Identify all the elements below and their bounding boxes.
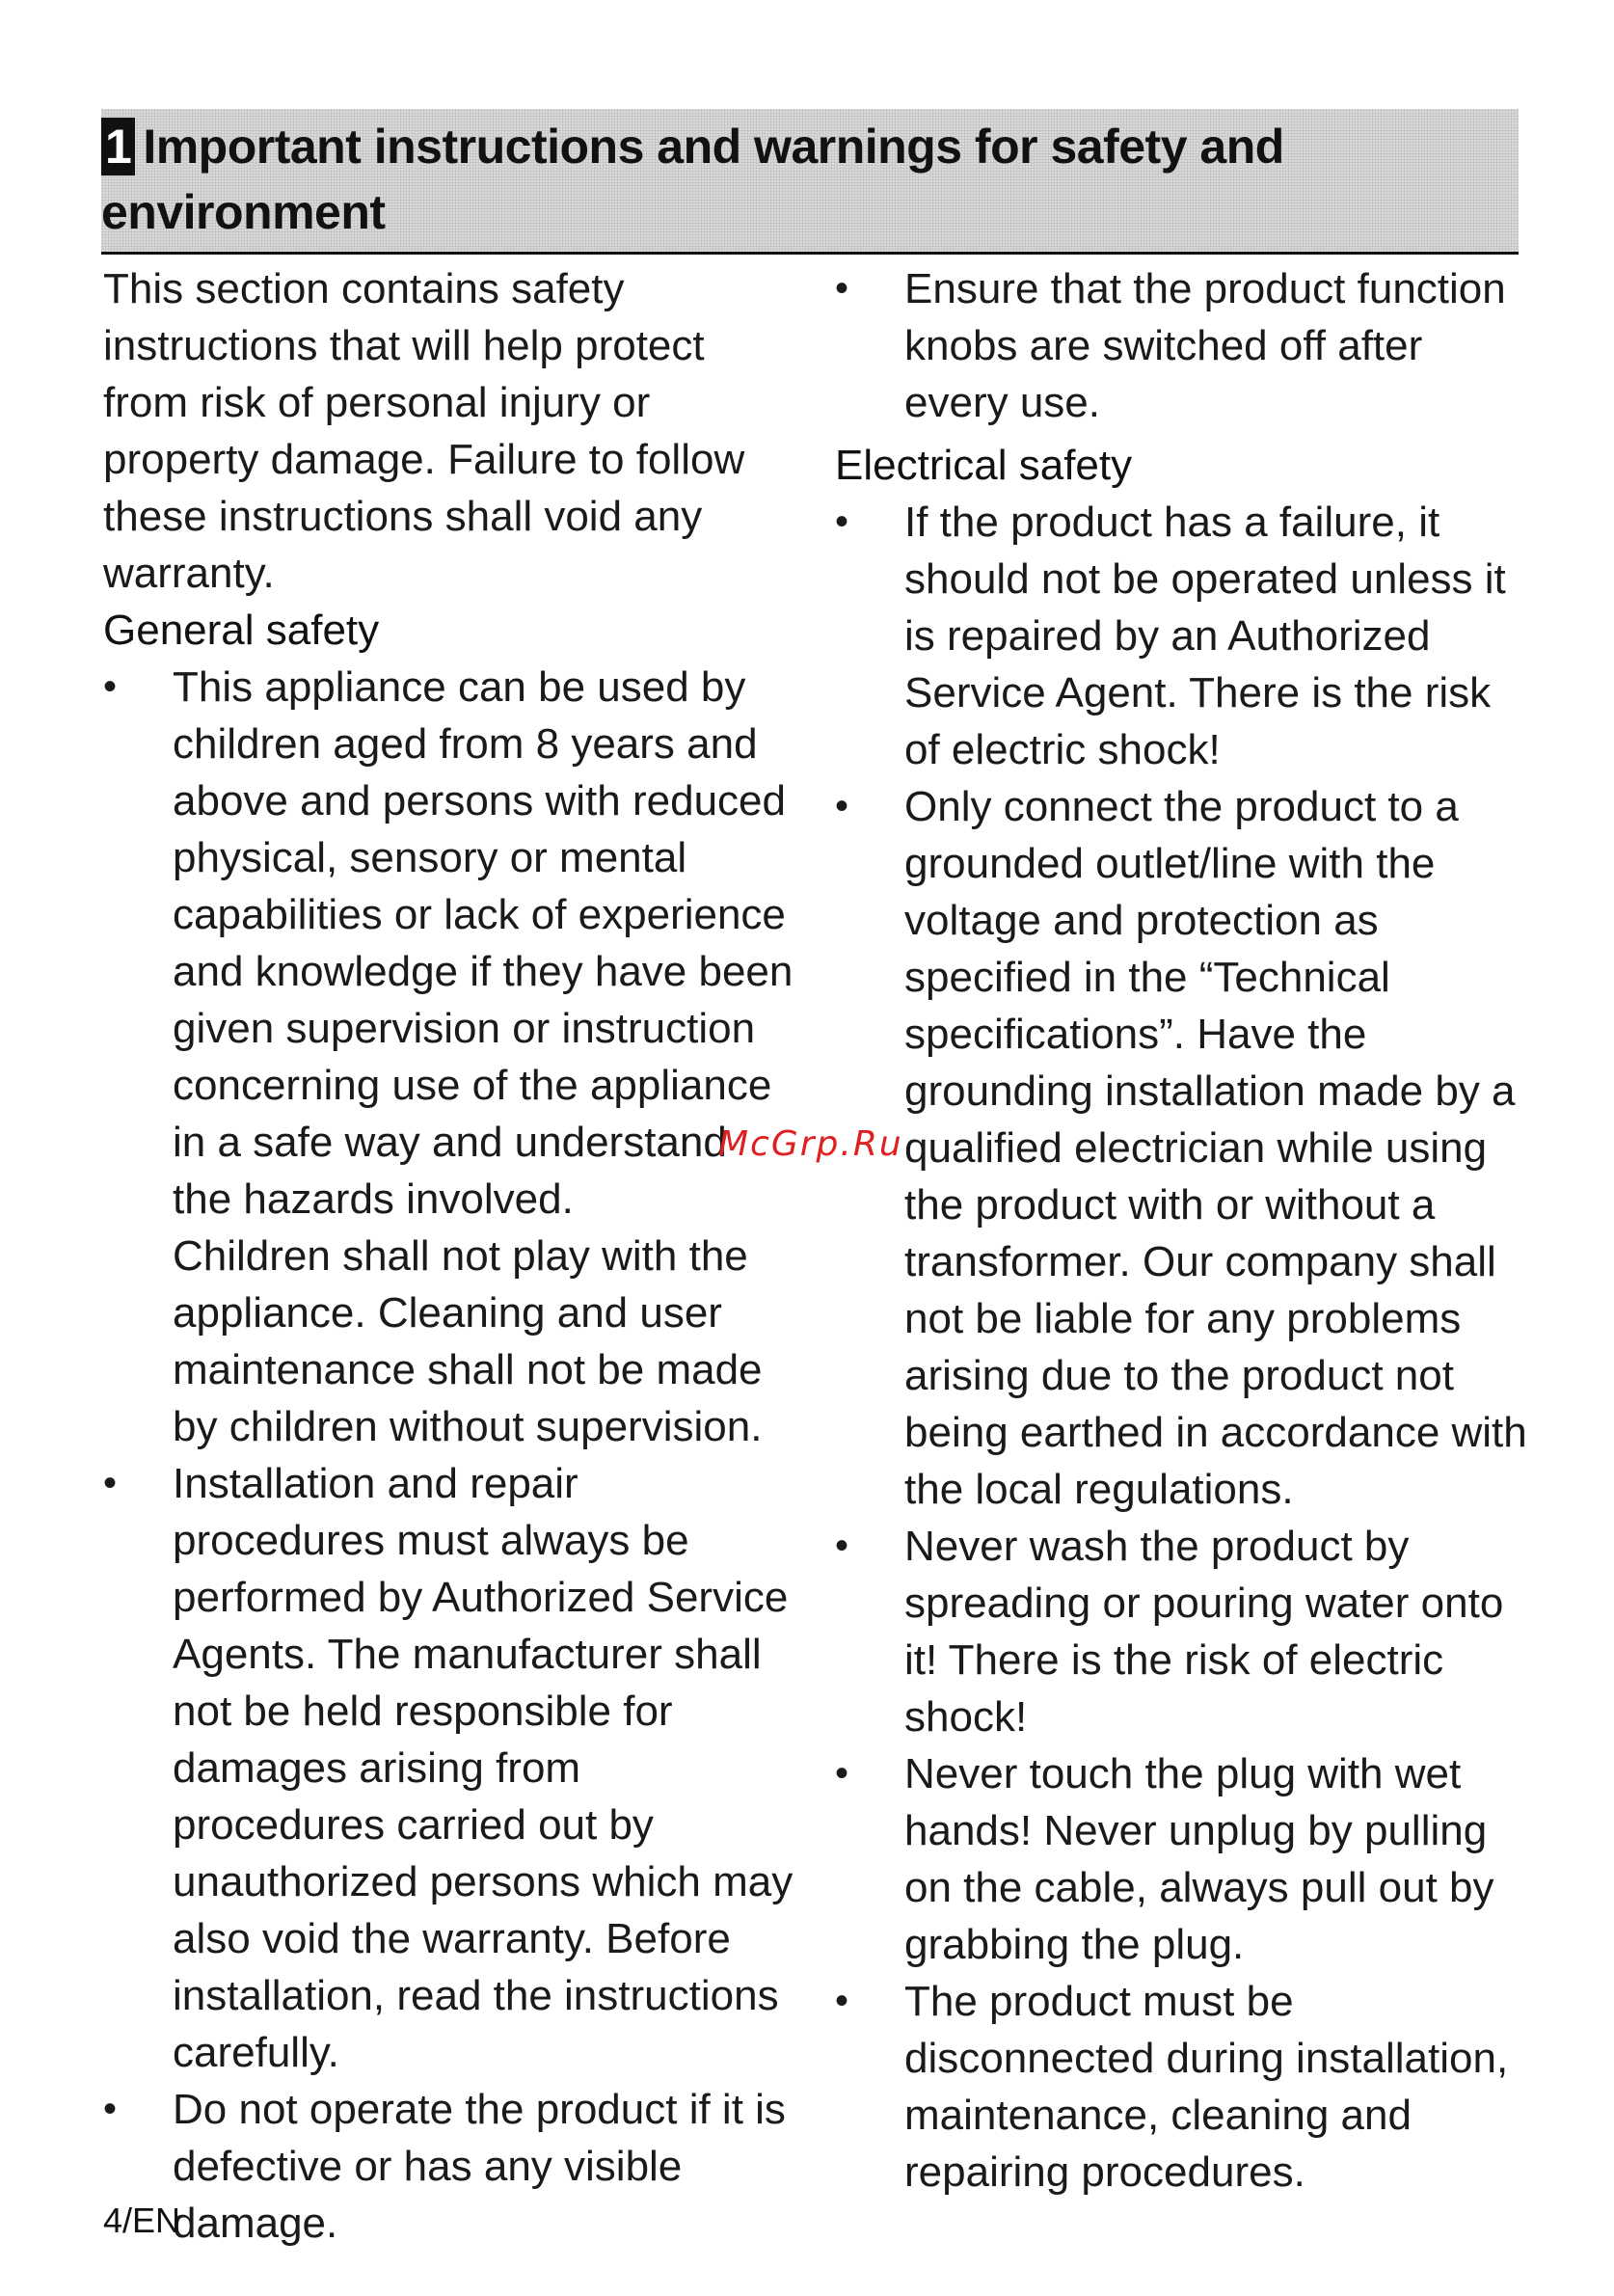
- list-item: [103, 1455, 797, 2081]
- list-item-text: If the product has a failure, it should not be operated unless it is repaired by an Authorized Service Agent. There is the risk of electric shock!: [904, 499, 1506, 773]
- intro-paragraph: This section contains safety instructions that will help protect from risk of personal injury or property damage. Failure to follow these instructions shall void any warranty.: [103, 265, 745, 597]
- general-safety-heading: General safety: [103, 607, 380, 654]
- list-item: [103, 2081, 797, 2252]
- list-item-text: Do not operate the product if it is defective or has any visible damage.: [173, 2086, 786, 2247]
- left-column: [103, 260, 797, 2252]
- list-item-text-continued: Children shall not play with the appliance. Cleaning and user maintenance shall not be made by children without supervision.: [173, 1232, 763, 1450]
- bullet-icon: •: [835, 1980, 849, 2022]
- list-item-text: Only connect the product to a grounded outlet/line with the voltage and protection as specified in the “Technical specifications”. Have the grounding installation made by a qualified electrician while using the product with or without a transformer. Our company shall not be liable for any problems arising due to the product not being earthed in accordance with the local regulations.: [904, 783, 1527, 1513]
- chapter-number-badge: 1: [101, 118, 135, 176]
- bullet-icon: •: [835, 1525, 849, 1567]
- list-item: [835, 260, 1529, 431]
- list-item: [835, 494, 1529, 778]
- list-item-text: Never wash the product by spreading or pouring water onto it! There is the risk of electric shock!: [904, 1523, 1504, 1741]
- bullet-icon: •: [835, 785, 849, 827]
- electrical-safety-list: [835, 494, 1529, 2201]
- right-column: [835, 260, 1529, 2201]
- list-item-text: Never touch the plug with wet hands! Never unplug by pulling on the cable, always pull out by grabbing the plug.: [904, 1750, 1494, 1968]
- bullet-icon: •: [835, 267, 849, 310]
- list-item: [835, 778, 1529, 1518]
- bullet-icon: •: [103, 2088, 118, 2130]
- list-item-text: The product must be disconnected during installation, maintenance, cleaning and repairing procedures.: [904, 1978, 1509, 2196]
- list-item: [103, 659, 797, 1455]
- page-number: 4/EN: [103, 2201, 181, 2240]
- list-item: [835, 1518, 1529, 1745]
- list-item: [835, 1745, 1529, 1973]
- bullet-icon: •: [835, 500, 849, 543]
- electrical-safety-heading: Electrical safety: [835, 442, 1133, 489]
- section-title: [101, 114, 1490, 245]
- list-item: [835, 1973, 1529, 2201]
- list-item-text: Installation and repair procedures must always be performed by Authorized Service Agents. The manufacturer shall not be held responsible for damages arising from procedures carried out by unauthorized persons which may also void the warranty. Before installation, read the instructions carefully.: [173, 1460, 794, 2076]
- list-item-text: This appliance can be used by children aged from 8 years and above and persons with reduced physical, sensory or mental capabilities or lack of experience and knowledge if they have been given supervision or instruction concerning use of the appliance in a safe way and understand the hazards involved.: [173, 663, 794, 1223]
- section-title-text: Important instructions and warnings for safety and environment: [101, 120, 1284, 239]
- bullet-icon: •: [835, 1752, 849, 1795]
- bullet-icon: •: [103, 1462, 118, 1504]
- list-item-text: Ensure that the product function knobs are switched off after every use.: [904, 265, 1506, 426]
- watermark-text: McGrp.Ru: [718, 1124, 903, 1164]
- bullet-icon: •: [103, 665, 118, 708]
- general-safety-list: [103, 659, 797, 2252]
- function-knobs-list: [835, 260, 1529, 431]
